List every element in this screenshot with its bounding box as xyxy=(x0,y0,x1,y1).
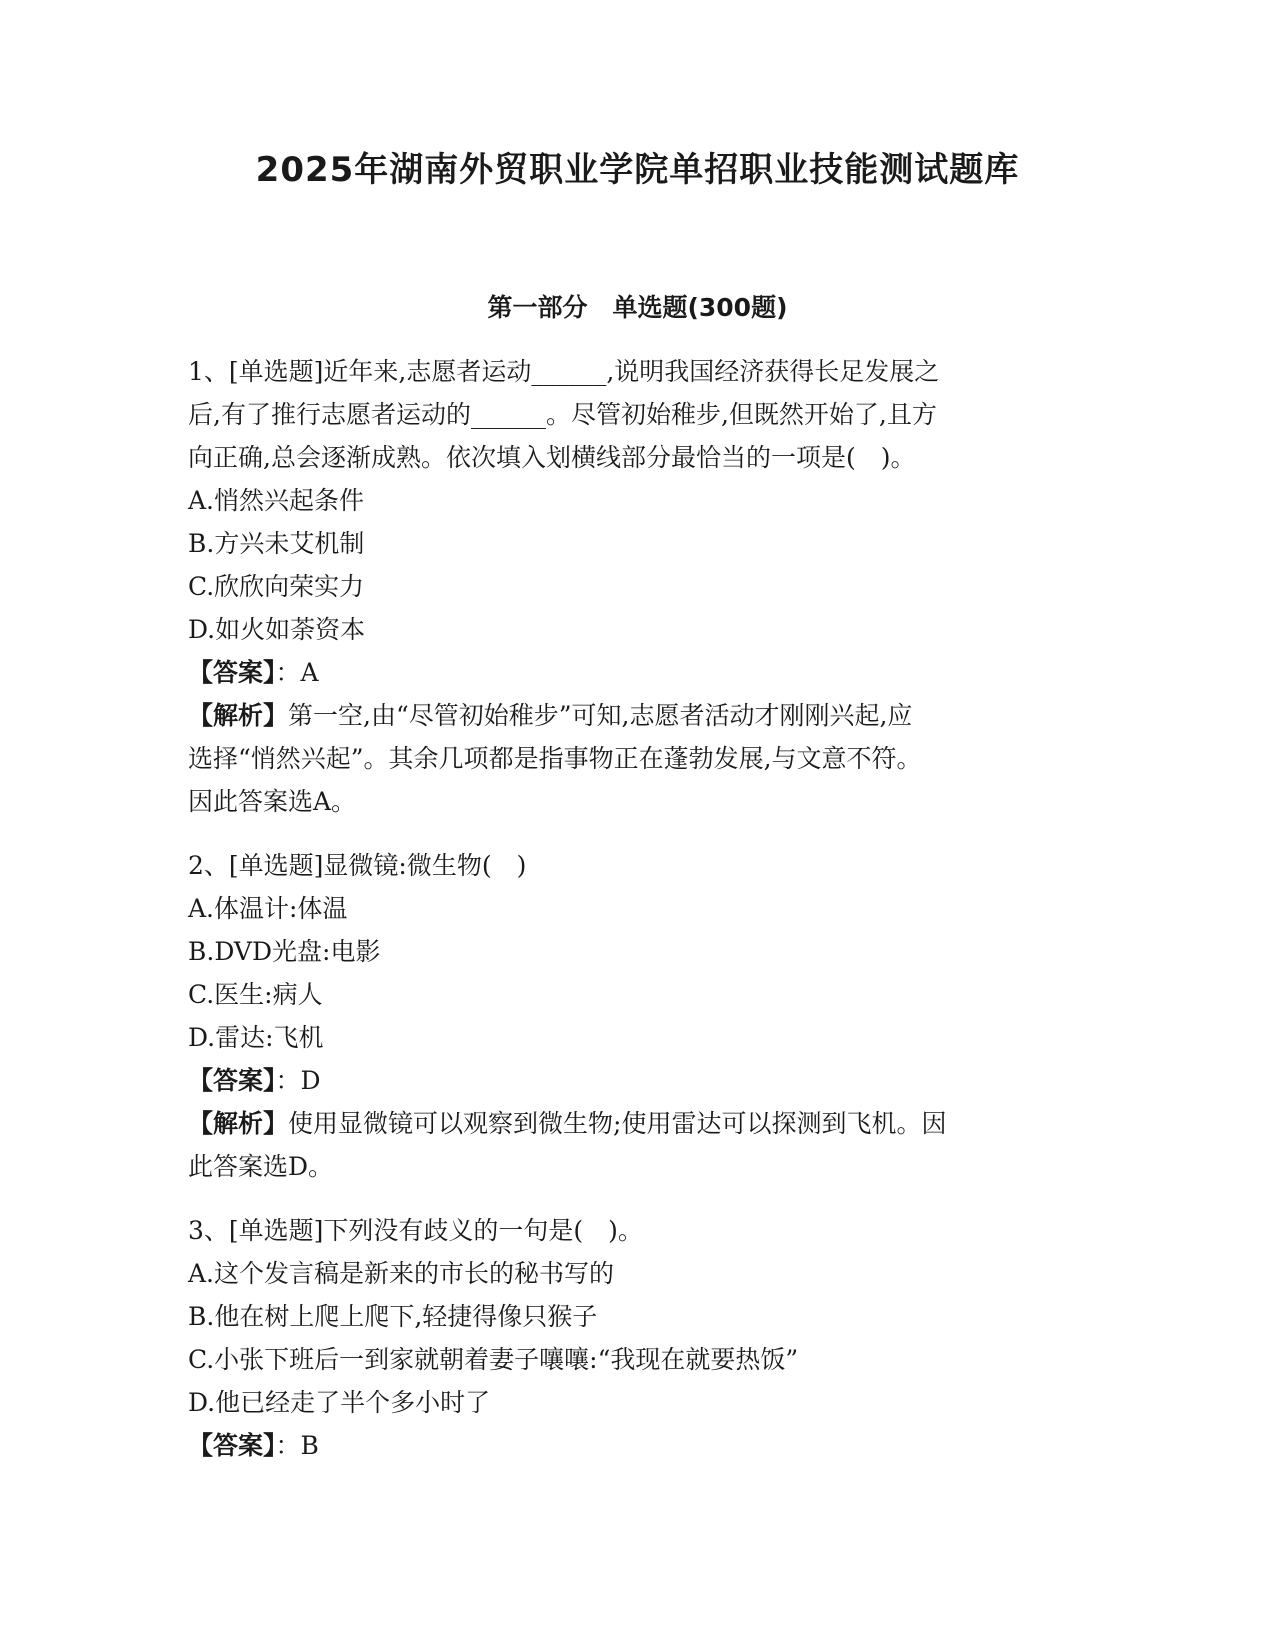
analysis-line: 此答案选D。 xyxy=(188,1152,334,1181)
analysis-line xyxy=(188,694,1088,737)
question-1 xyxy=(188,350,1088,823)
option-b: B.DVD光盘:电影 xyxy=(188,937,381,966)
answer-value: ：B xyxy=(275,1431,319,1460)
analysis-line xyxy=(188,1102,1088,1145)
option-b: B.他在树上爬上爬下,轻捷得像只猴子 xyxy=(188,1302,598,1331)
question-stem-line: 向正确,总会逐渐成熟。依次填入划横线部分最恰当的一项是( )。 xyxy=(188,443,916,472)
option-d: D.如火如荼资本 xyxy=(188,615,366,644)
answer-label: 【答案】 xyxy=(188,1431,276,1460)
question-stem-line: 2、[单选题]显微镜:微生物( ) xyxy=(188,851,527,880)
analysis-line: 选择“悄然兴起”。其余几项都是指事物正在蓬勃发展,与文意不符。 xyxy=(188,744,922,773)
option-d: D.雷达:飞机 xyxy=(188,1023,324,1052)
question-stem-line: 3、[单选题]下列没有歧义的一句是( )。 xyxy=(188,1216,643,1245)
option-a: A.这个发言稿是新来的市长的秘书写的 xyxy=(188,1259,615,1288)
analysis-line: 因此答案选A。 xyxy=(188,787,357,816)
question-2 xyxy=(188,844,1088,1188)
section-heading: 第一部分 单选题(300题) xyxy=(487,293,788,322)
answer-label: 【答案】 xyxy=(188,1066,276,1095)
answer-value: ：D xyxy=(275,1066,321,1095)
answer-line xyxy=(188,1059,1088,1102)
option-c: C.小张下班后一到家就朝着妻子嚷嚷:“我现在就要热饭” xyxy=(188,1345,799,1374)
question-3 xyxy=(188,1209,1088,1467)
question-stem-line: 1、[单选题]近年来,志愿者运动______,说明我国经济获得长足发展之 xyxy=(188,357,940,386)
option-d: D.他已经走了半个多小时了 xyxy=(188,1388,491,1417)
document-title: 2025年湖南外贸职业学院单招职业技能测试题库 xyxy=(255,150,1020,190)
question-stem-line: 后,有了推行志愿者运动的______。尽管初始稚步,但既然开始了,且方 xyxy=(188,400,937,429)
answer-label: 【答案】 xyxy=(188,658,276,687)
analysis-label: 【解析】 xyxy=(188,1109,289,1138)
analysis-label: 【解析】 xyxy=(188,701,289,730)
question-list xyxy=(188,350,1088,1488)
analysis-text: 使用显微镜可以观察到微生物;使用雷达可以探测到飞机。因 xyxy=(288,1109,947,1138)
analysis-text: 第一空,由“尽管初始稚步”可知,志愿者活动才刚刚兴起,应 xyxy=(288,701,913,730)
option-c: C.医生:病人 xyxy=(188,980,323,1009)
answer-line xyxy=(188,1424,1088,1467)
option-c: C.欣欣向荣实力 xyxy=(188,572,365,601)
option-a: A.悄然兴起条件 xyxy=(188,486,365,515)
option-a: A.体温计:体温 xyxy=(188,894,348,923)
answer-line xyxy=(188,651,1088,694)
answer-value: ：A xyxy=(275,658,319,687)
option-b: B.方兴未艾机制 xyxy=(188,529,365,558)
